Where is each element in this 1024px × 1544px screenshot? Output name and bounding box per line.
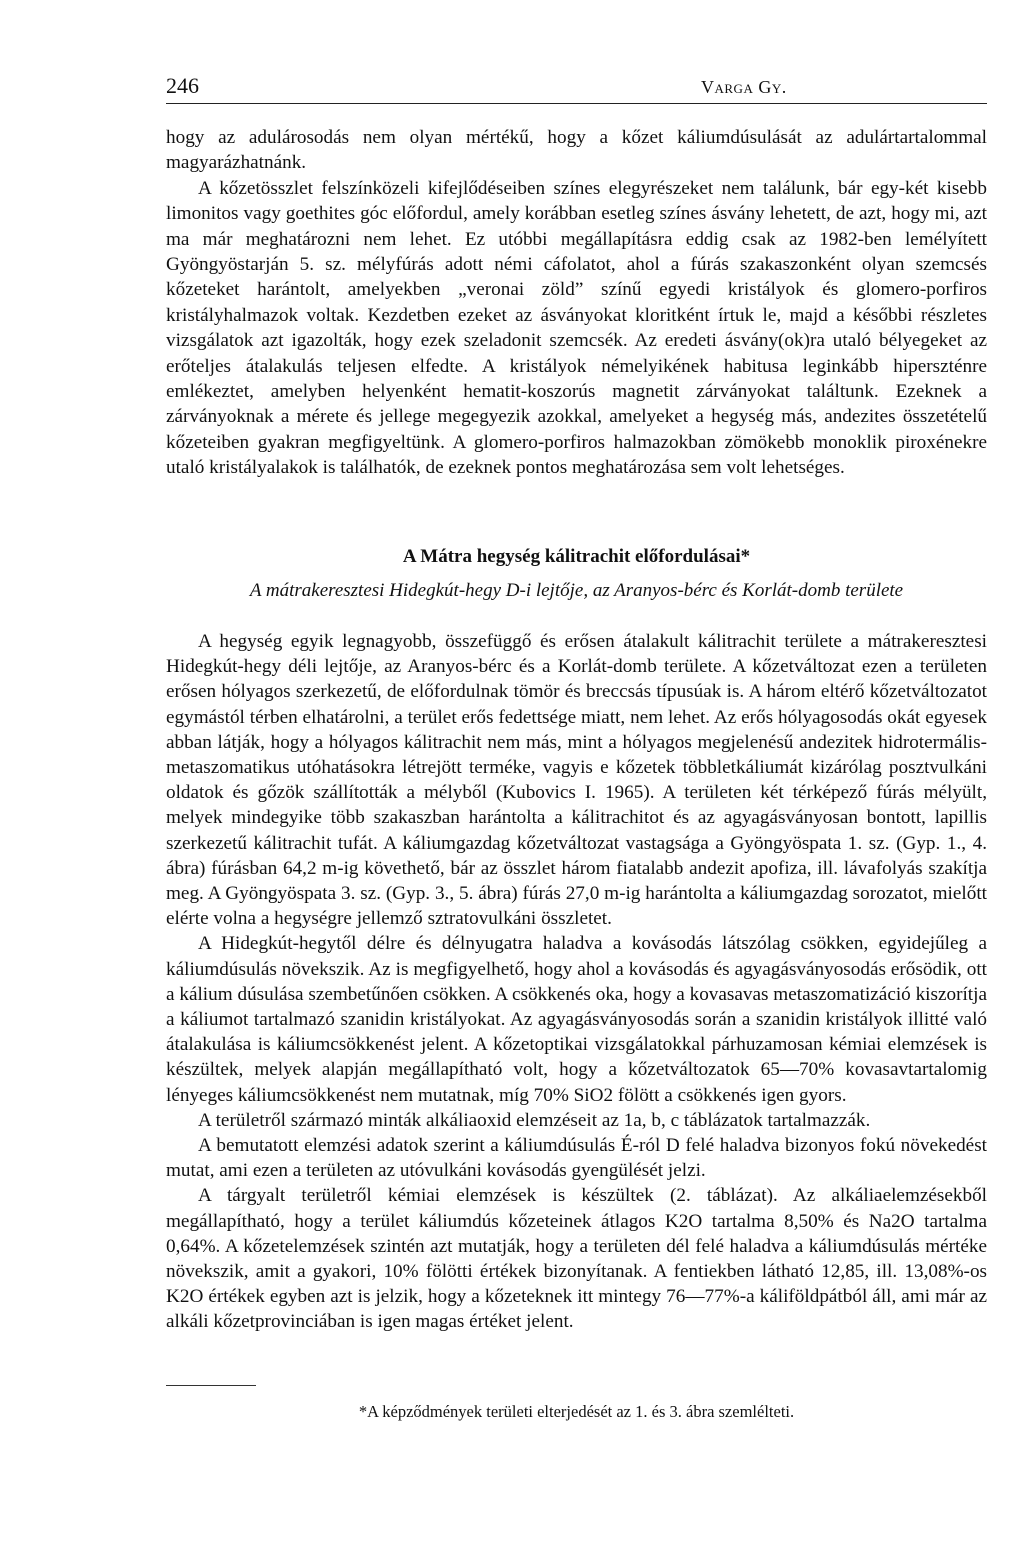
section-body xyxy=(166,629,987,1335)
section-paragraph-2: A Hidegkút-hegytől délre és délnyugatra haladva a kovásodás látszólag csökken, egyidejűleg a káliumdúsulás növekszik. Az is megfigyelhető, hogy ahol a kovásodás és agyagásványosodás erősödik, ott a kálium dúsulása szembetűnően csökken. A csökkenés oka, hogy a kovasavas metaszomatizáció kiszorítja a káliumot tartalmazó szanidin kristályokat. Az agyagásványosodás során a szanidin kristályok illitté való átalakulása is káliumcsökkenést jelent. A kőzetoptikai vizsgálatokkal párhuzamosan kémiai elemzések is készültek, melyek alapján megállapítható volt, hogy a kőzetváltozatok 65—70% kovasavtartalomig lényeges káliumcsökkenést nem mutatnak, míg 70% SiO2 fölött a csökkenés igen gyors. xyxy=(166,933,987,1106)
section-paragraph-1: A hegység egyik legnagyobb, összefüggő és erősen átalakult kálitrachit területe a mátrakeresztesi Hidegkút-hegy déli lejtője, az Aranyos-bérc és a Korlát-domb területe. A kőzetváltozat ezen a területen erősen hólyagos szerkezetű, de előfordulnak tömör és breccsás típusúak is. A három eltérő kőzetváltozatot egymástól térben elhatárolni, a terület erős fedettsége miatt, nem lehet. Az erős hólyagosodás okát egyesek abban látják, hogy a hólyagos kálitrachit nem más, mint a hólyagos megjelenésű andezitek hidrotermális-metaszomatikus utóhatásokra létrejött terméke, vagyis e kőzetek többletkáliumát kizárólag posztvulkáni oldatok és gőzök szállították a mélyből (Kubovics I. 1965). A területen két térképező fúrás mélyült, melyek mindegyike több szakaszban harántolta a kálitrachitot és az agyagásványosan bontott, lapillis szerkezetű kálitrachit tufát. A káliumgazdag kőzetváltozat vastagsága a Gyöngyöspata 1. sz. (Gyp. 1., 4. ábra) fúrásban 64,2 m-ig követhető, bár az összlet három fiatalabb andezit apofiza, ill. lávafolyás szakítja meg. A Gyöngyöspata 3. sz. (Gyp. 3., 5. ábra) fúrás 27,0 m-ig harántolta a káliumgazdag sorozatot, mielőtt elérte volna a hegységre jellemző sztratovulkáni összletet. xyxy=(166,631,987,930)
page-number: 246 xyxy=(166,73,199,98)
page-header xyxy=(166,75,987,104)
section-subtitle: A mátrakeresztesi Hidegkút-hegy D-i lejtője, az Aranyos-bérc és Korlát-domb területe xyxy=(249,580,904,601)
section-paragraph-3: A területről származó minták alkáliaoxid elemzéseit az 1a, b, c táblázatok tartalmazzák. xyxy=(198,1109,871,1131)
section-title: A Mátra hegység kálitrachit előfordulásai* xyxy=(402,546,751,567)
running-head: Varga Gy. xyxy=(701,77,787,97)
intro-paragraph-1: hogy az adulárosodás nem olyan mértékű, hogy a kőzet káliumdúsulását az adulártartalommal magyarázhatnánk. xyxy=(166,127,987,174)
section-paragraph-4: A bemutatott elemzési adatok szerint a káliumdúsulás É-ról D felé haladva bizonyos fokú növekedést mutat, ami ezen a területen az utóvulkáni kovásodás gyengülését jelzi. xyxy=(166,1135,987,1182)
section-paragraph-5: A tárgyalt területről kémiai elemzések is készültek (2. táblázat). Az alkáliaelemzésekből megállapítható, hogy a terület káliumdús kőzeteinek átlagos K2O tartalma 8,50% és Na2O tartalma 0,64%. A kőzetelemzések szintén azt mutatják, hogy a területen dél felé haladva a káliumdúsulás mértéke növekszik, amit a gyakori, 10% fölötti értékek bizonyítanak. A fentiekben látható 12,85, ill. 13,08%-os K2O értékek egyben azt is jelzik, hogy a kőzeteknek itt mintegy 76—77%-a káliföldpátból áll, ami már az alkáli kőzetprovinciában is igen magas értéket jelent. xyxy=(166,1185,987,1333)
footnote-divider xyxy=(166,1385,256,1386)
intro-paragraph-2: A kőzetösszlet felszínközeli kifejlődéseiben színes elegyrészeket nem találunk, bár egy-két kisebb limonitos vagy goethites góc előfordul, amely korábban esetleg színes ásvány lehetett, de azt, hogy mi, azt ma már meghatározni nem lehet. Ez utóbbi megállapításra eddig csak az 1982-ben lemélyített Gyöngyöstarján 5. sz. mélyfúrás adott némi cáfolatot, ahol a fúrás szakaszonként olyan szemcsés kőzeteket harántolt, amelyekben „veronai zöld” színű egyedi kristályok és glomero-porfiros kristályhalmazok voltak. Kezdetben ezeket az ásványokat kloritként írtuk le, majd a későbbi részletes vizsgálatok azt igazolták, hogy ezek szeladonit szemcsék. Az eredeti ásvány(ok)ra utaló bélyegeket az erőteljes átalakulás teljesen elfedte. A kristályok némelyikének habitusa leginkább hiperszténre emlékeztet, amelyben helyenként hematit-koszorús magnetit zárványokat találtunk. Ezeknek a zárványoknak a mérete és jellege megegyezik azokkal, amelyeket a hegység más, andezites összetételű kőzeteiben gyakran megfigyeltünk. A glomero-porfiros halmazokban zömökebb monoklik piroxénekre utaló kristályalakok is találhatók, de ezeknek pontos meghatározása sem volt lehetséges. xyxy=(166,177,987,479)
intro-text xyxy=(166,125,987,481)
footnote: *A képződmények területi elterjedését az 1. és 3. ábra szemlélteti. xyxy=(358,1402,795,1421)
